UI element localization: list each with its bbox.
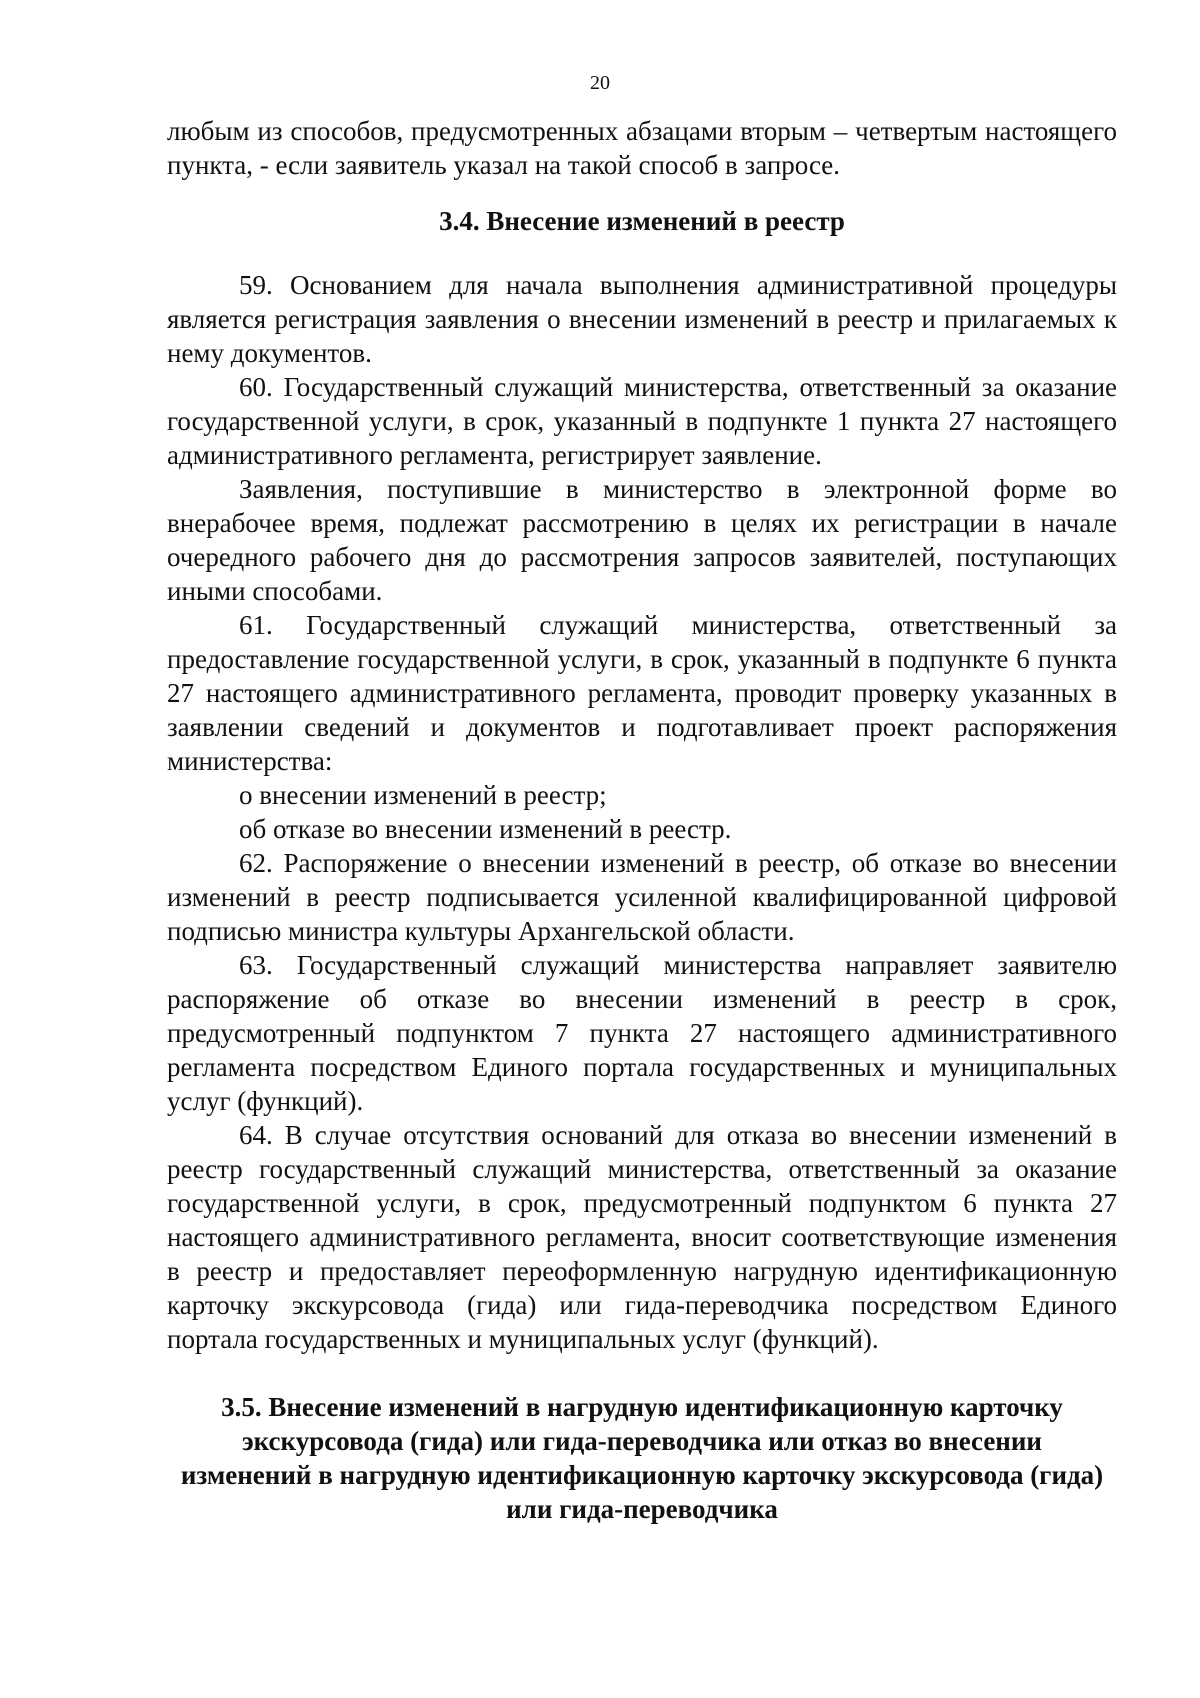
list-item-add-changes: о внесении изменений в реестр; bbox=[239, 780, 607, 810]
paragraph-59: 59. Основанием для начала выполнения административной процедуры является регистрация заявления о внесении изменений в реестр и прилагаемых к нему документов. bbox=[167, 270, 1117, 368]
paragraph-63: 63. Государственный служащий министерства направляет заявителю распоряжение об отказе во внесении изменений в реестр в срок, предусмотренный подпунктом 7 пункта 27 настоящего административного регламента посредством Единого портала государственных и муниципальных услуг (функций). bbox=[167, 950, 1117, 1116]
page-content bbox=[167, 114, 1117, 1526]
section-3-4-title: 3.4. Внесение изменений в реестр bbox=[439, 206, 845, 236]
section-3-5-title: 3.5. Внесение изменений в нагрудную идентификационную карточку экскурсовода (гида) или гида-переводчика или отказ во внесении изменений в нагрудную идентификационную карточку экскурсовода (гида) или гида-переводчика bbox=[180, 1392, 1104, 1524]
paragraph-60-applications: Заявления, поступившие в министерство в электронной форме во внерабочее время, подлежат рассмотрению в целях их регистрации в начале очередного рабочего дня до рассмотрения запросов заявителей, поступающих иными способами. bbox=[167, 474, 1117, 606]
paragraph-61: 61. Государственный служащий министерства, ответственный за предоставление государственной услуги, в срок, указанный в подпункте 6 пункта 27 настоящего административного регламента, проводит проверку указанных в заявлении сведений и документов и подготавливает проект распоряжения министерства: bbox=[167, 610, 1117, 776]
list-item-refuse-changes: об отказе во внесении изменений в реестр. bbox=[239, 814, 732, 844]
paragraph-60: 60. Государственный служащий министерства, ответственный за оказание государственной услуги, в срок, указанный в подпункте 1 пункта 27 настоящего административного регламента, регистрирует заявление. bbox=[167, 372, 1117, 470]
intro-paragraph: любым из способов, предусмотренных абзацами вторым – четвертым настоящего пункта, - если заявитель указал на такой способ в запросе. bbox=[167, 116, 1117, 180]
page-number: 20 bbox=[590, 72, 610, 94]
paragraph-62: 62. Распоряжение о внесении изменений в реестр, об отказе во внесении изменений в реестр подписывается усиленной квалифицированной цифровой подписью министра культуры Архангельской области. bbox=[167, 848, 1117, 946]
paragraph-64: 64. В случае отсутствия оснований для отказа во внесении изменений в реестр государственный служащий министерства, ответственный за оказание государственной услуги, в срок, предусмотренный подпунктом 6 пункта 27 настоящего административного регламента, вносит соответствующие изменения в реестр и предоставляет переоформленную нагрудную идентификационную карточку экскурсовода (гида) или гида-переводчика посредством Единого портала государственных и муниципальных услуг (функций). bbox=[167, 1120, 1117, 1354]
